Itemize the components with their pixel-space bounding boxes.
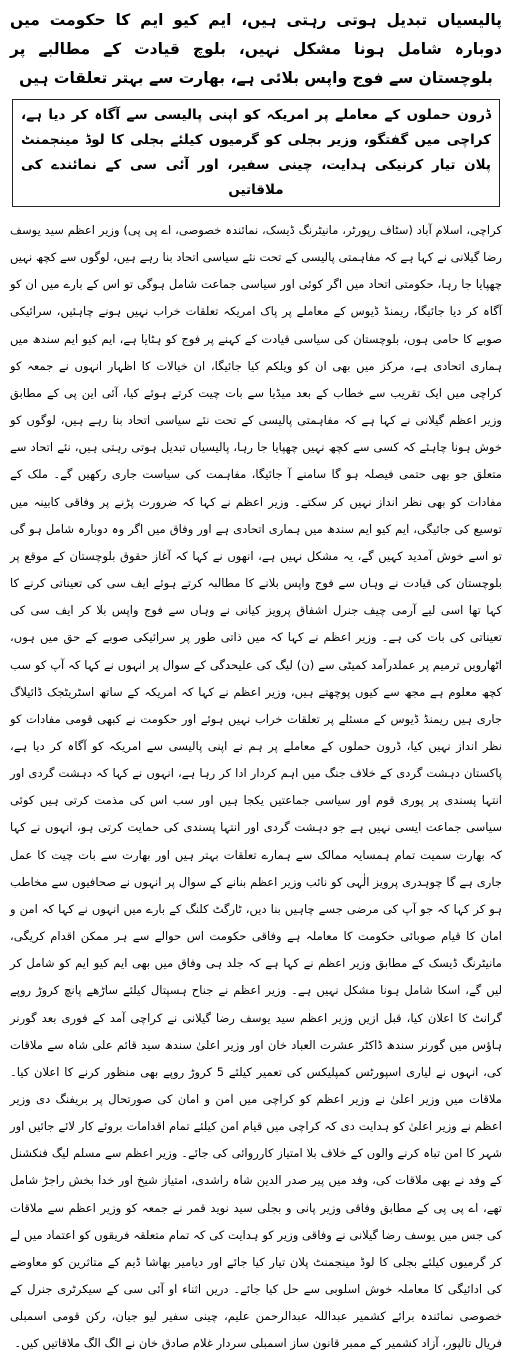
- article-body: کراچی، اسلام آباد (سٹاف رپورٹر، مانیٹرنگ ڈیسک، نمائندہ خصوصی، اے پی پی) وزیر اعظم سید یوسف رضا گیلانی نے کہا ہے کہ مفاہمتی پالیسی کے تحت نئے سیاسی اتحاد بنا رہے ہیں، لوگوں سے کچھ نہیں چھپایا جا رہا، حکومتی اتحاد میں اگر کوئی اور سیاسی جماعت شامل ہوگی تو اس کے بارے میں ان کو آگاہ کر دیا جائیگا، ریمنڈ ڈیوس کے معاملے پر پاک امریکہ تعلقات خراب نہیں ہونے چاہئیں، سرائیکی صوبے کا حامی ہوں، بلوچستان کی سیاسی قیادت کے کہنے پر فوج کو ہٹایا ہے، ایم کیو ایم سندھ میں ہماری اتحادی ہے، مرکز میں بھی ان کو ویلکم کیا جائیگا، ان خیالات کا اظہار انہوں نے جمعہ کو کراچی میں ایک تقریب سے خطاب کے بعد میڈیا سے بات چیت کرتے ہوئے کیا، آئی این پی کے مطابق وزیر اعظم گیلانی نے کہا ہے کہ مفاہمتی پالیسی کے تحت نئے سیاسی اتحاد بنا رہے ہیں، لوگوں کو خوش ہونا چاہئے کہ کسی سے کچھ نہیں چھپایا جا رہا، پالیسیاں تبدیل ہوتی رہتی ہیں، نئے اتحاد سے متعلق جو بھی حتمی فیصلہ ہو گا سامنے آ جائیگا، مفاہمت کی سیاست جاری رکھیں گے۔ ملک کے مفادات کو بھی نظر انداز نہیں کر سکتے۔ وزیر اعظم نے کہا کہ ضرورت پڑنے پر وفاقی کابینہ میں توسیع کی جائیگی، ایم کیو ایم سندھ میں ہماری اتحادی ہے اور وفاق میں اگر وہ دوبارہ شامل ہو گی تو اسے خوش آمدید کہیں گے، یہ مشکل نہیں ہے، انھوں نے کہا کہ آغاز حقوق بلوچستان کے موقع پر بلوچستان کی قیادت نے وہاں سے فوج واپس بلانے کا مطالبہ کرتے ہوئے ایف سی کی تعیناتی کرنے کا کہا تھا اسی لیے آرمی چیف جنرل اشفاق پرویز کیانی نے وہاں سے فوج واپس بلا کر ایف سی کی تعیناتی کی بات کی ہے۔ وزیر اعظم نے کہا کہ میں ذاتی طور پر سرائیکی صوبے کے حق میں ہوں، اٹھارویں ترمیم پر عملدرآمد کمیٹی سے (ن) لیگ کی علیحدگی کے سوال پر انہوں نے کہا کہ آپ کو سب کچھ معلوم ہے مجھ سے کیوں پوچھتے ہیں، وزیر اعظم نے کہا کہ امریکہ کے ساتھ اسٹریٹجک ڈائیلاگ جاری ہیں ریمنڈ ڈیوس کے مسئلے پر تعلقات خراب نہیں ہوئے اور حکومت نے کبھی قومی مفادات کو نظر انداز نہیں کیا، ڈرون حملوں کے معاملے پر ہم نے اپنی پالیسی سے امریکہ کو آگاہ کر دیا ہے، پاکستان دہشت گردی کے خلاف جنگ میں اہم کردار ادا کر رہا ہے، انہوں نے کہا کہ دہشت گردی اور انتہا پسندی پر پوری قوم اور سیاسی جماعتیں یکجا ہیں اور سب اس کی مذمت کرتی ہیں کوئی سیاسی جماعت ایسی نہیں ہے جو دہشت گردی اور انتہا پسندی کی حمایت کرتی ہو، انہوں نے کہا کہ بھارت سمیت تمام ہمسایہ ممالک سے ہمارے تعلقات بہتر ہیں اور بھارت سے بات چیت کا عمل جاری ہے گا چوہدری پرویز الٰہی کو نائب وزیر اعظم بنانے کے سوال پر انہوں نے صحافیوں سے مخاطب ہو کر کہا کہ جو آپ کی مرضی جسے چاہیں بنا دیں، ٹارگٹ کلنگ کے بارے میں انہوں نے کہا کہ امن و امان کا قیام صوبائی حکومت کا معاملہ ہے وفاقی حکومت اس حوالے سے ہر ممکن اقدام کریگی، مانیٹرنگ ڈیسک کے مطابق وزیر اعظم نے کہا ہے کہ جلد ہی وفاق میں بھی ایم کیو ایم کو شامل کر لیں گے، اسکا شامل ہونا مشکل نہیں ہے۔ وزیر اعظم نے جناح ہسپتال کیلئے ساڑھے پانچ کروڑ روپے گرانٹ کا اعلان کیا، قبل ازیں وزیر اعظم سید یوسف رضا گیلانی نے کراچی آمد کے فوری بعد گورنر ہاؤس میں گورنر سندھ ڈاکٹر عشرت العباد خان اور وزیر اعلیٰ سندھ سید قائم علی شاہ سے ملاقات کی، انہوں نے لیاری اسپورٹس کمپلیکس کی تعمیر کیلئے 5 کروڑ روپے بھی منظور کرنے کا اعلان کیا۔ ملاقات میں وزیر اعلیٰ نے وزیر اعظم کو کراچی میں امن و امان کی صورتحال پر بریفنگ دی وزیر اعظم نے وزیر اعلیٰ کو ہدایت دی کہ کراچی میں قیام امن کیلئے تمام اقدامات بروئے کار لائے جائیں اور شہر کا امن تباہ کرنے والوں کے خلاف بلا امتیاز کارروائی کی جائے۔ وزیر اعظم سے مسلم لیگ فنکشنل کے وفد نے بھی ملاقات کی، وفد میں پیر صدر الدین شاہ راشدی، امتیاز شیخ اور خدا بخش راجڑ شامل تھے، اے پی پی کے مطابق وفاقی وزیر پانی و بجلی سید نوید قمر نے جمعہ کو وزیر اعظم سے ملاقات کی جس میں یوسف رضا گیلانی نے وفاقی وزیر کو ہدایت کی کہ تمام متعلقہ فریقوں کو اعتماد میں لے کر گرمیوں کیلئے بجلی کا لوڈ مینجمنٹ پلان تیار کیا جائے اور دیامیر بھاشا ڈیم کے متاثرین کو معاوضے کی ادائیگی کا معاملہ خوش اسلوبی سے حل کیا جائے۔ دریں اثناء او آئی سی کے سیکرٹری جنرل کے خصوصی نمائندہ برائے کشمیر عبداللہ عبدالرحمن علیم، چینی سفیر لیو جیان، رکن قومی اسمبلی فریال تالپور، آزاد کشمیر کے ممبر قانون ساز اسمبلی سردار غلام صادق خان نے الگ الگ ملاقاتیں کیں۔: [10, 223, 502, 1351]
- article-headline: پالیسیاں تبدیل ہوتی رہتی ہیں، ایم کیو ایم کا حکومت میں دوبارہ شامل ہونا مشکل نہیں، بلوچ قیادت کے مطالبے پر بلوچستان سے فوج واپس بلائی ہے، بھارت سے بہتر تعلقات ہیں: [10, 11, 502, 87]
- article-subheadline-box: ڈرون حملوں کے معاملے پر امریکہ کو اپنی پالیسی سے آگاہ کر دیا ہے، کراچی میں گفتگو، وزیر بجلی کو گرمیوں کیلئے بجلی کا لوڈ مینجمنٹ پلان تیار کرنیکی ہدایت، چینی سفیر، اور آئی سی کے نمائندے کی ملاقاتیں: [12, 99, 500, 207]
